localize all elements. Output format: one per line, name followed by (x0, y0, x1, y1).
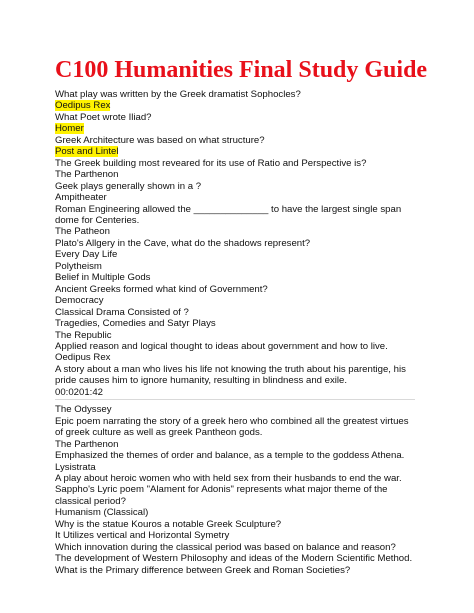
study-guide-line (55, 307, 415, 318)
study-guide-line (55, 192, 415, 203)
study-guide-line (55, 204, 415, 227)
line-text: The Republic (55, 329, 112, 341)
study-guide-line (55, 553, 415, 564)
study-guide-line (55, 330, 415, 341)
study-guide-line (55, 439, 415, 450)
line-text: Emphasized the themes of order and balance, as a temple to the goddess Athena. (55, 450, 405, 462)
study-guide-line (55, 135, 415, 146)
line-text: The Parthenon (55, 169, 119, 181)
document-title: C100 Humanities Final Study Guide (55, 57, 428, 83)
line-text: It Utilizes vertical and Horizontal Symetry (55, 530, 230, 542)
line-text: Applied reason and logical thought to ideas about government and how to live. (55, 340, 388, 352)
line-text: The Greek building most reveared for its use of Ratio and Perspective is? (55, 157, 367, 169)
line-text: A story about a man who lives his life not knowing the truth about his parentige, his pride causes him to ignore humanity, resulting in blindness and exile. (55, 363, 406, 387)
line-text: Democracy (55, 295, 104, 307)
line-text: Every Day Life (55, 249, 118, 261)
line-text: Geek plays generally shown in a ? (55, 180, 202, 192)
line-text: Plato's Allgery in the Cave, what do the shadows represent? (55, 237, 311, 249)
study-guide-line (55, 284, 415, 295)
line-text: Ampitheater (55, 192, 107, 204)
line-text: Lysistrata (55, 461, 96, 473)
study-guide-line (55, 100, 415, 111)
line-text: Ancient Greeks formed what kind of Government? (55, 283, 268, 295)
study-guide-content (55, 89, 415, 576)
study-guide-line (55, 364, 415, 387)
section-divider (55, 399, 415, 400)
study-guide-line (55, 530, 415, 541)
line-text: Classical Drama Consisted of ? (55, 306, 189, 318)
line-text: The Patheon (55, 226, 110, 238)
line-text: What is the Primary difference between Greek and Roman Societies? (55, 564, 351, 576)
study-guide-line (55, 226, 415, 237)
line-text: Sappho's Lyric poem "Alament for Adonis" represents what major theme of the classical period? (55, 484, 388, 507)
study-guide-line (55, 519, 415, 530)
line-text: What play was written by the Greek dramatist Sophocles? (55, 89, 301, 100)
study-guide-line (55, 542, 415, 553)
line-text: The Parthenon (55, 438, 119, 450)
study-guide-line (55, 450, 415, 461)
line-text: The development of Western Philosophy and ideas of the Modern Scientific Method. (55, 553, 413, 565)
study-guide-line (55, 181, 415, 192)
line-text: Why is the statue Kouros a notable Greek Sculpture? (55, 518, 282, 530)
line-text: Greek Architecture was based on what structure? (55, 134, 265, 146)
study-guide-line (55, 484, 415, 507)
study-guide-line (55, 404, 415, 415)
highlighted-answer-text: Post and Lintel (55, 146, 119, 158)
highlighted-answer-text: Homer (55, 123, 84, 135)
study-guide-line (55, 352, 415, 363)
line-text: Epic poem narrating the story of a greek hero who combined all the greatest virtues of greek culture as well as greek Pantheon gods. (55, 415, 409, 439)
study-guide-line (55, 146, 415, 157)
line-text: 00:0201:42 (55, 386, 104, 398)
line-text: Tragedies, Comedies and Satyr Plays (55, 318, 216, 330)
line-text: Humanism (Classical) (55, 507, 149, 519)
line-text: Roman Engineering allowed the ______________ to have the largest single span dome for Centeries. (55, 203, 402, 226)
line-text: Belief in Multiple Gods (55, 272, 151, 284)
study-guide-line (55, 507, 415, 518)
line-text: Which innovation during the classical period was based on balance and reason? (55, 541, 396, 553)
study-guide-line (55, 89, 415, 100)
study-guide-line (55, 272, 415, 283)
study-guide-line (55, 238, 415, 249)
study-guide-line (55, 112, 415, 123)
study-guide-line (55, 249, 415, 260)
line-text: Polytheism (55, 260, 102, 272)
study-guide-line (55, 462, 415, 473)
line-text: Oedipus Rex (55, 352, 111, 364)
study-guide-line (55, 473, 415, 484)
study-guide-line (55, 169, 415, 180)
study-guide-line (55, 341, 415, 352)
line-text: A play about heroic women who with held sex from their husbands to end the war. (55, 472, 402, 484)
study-guide-line (55, 318, 415, 329)
study-guide-line (55, 123, 415, 134)
study-guide-line (55, 295, 415, 306)
study-guide-line (55, 158, 415, 169)
question-list-section-1 (55, 89, 415, 398)
highlighted-answer-text: Oedipus Rex (55, 100, 111, 112)
study-guide-line (55, 387, 415, 398)
study-guide-line (55, 565, 415, 576)
question-list-section-2 (55, 404, 415, 576)
line-text: The Odyssey (55, 404, 112, 416)
line-text: What Poet wrote Iliad? (55, 111, 152, 123)
study-guide-line (55, 416, 415, 439)
study-guide-line (55, 261, 415, 272)
